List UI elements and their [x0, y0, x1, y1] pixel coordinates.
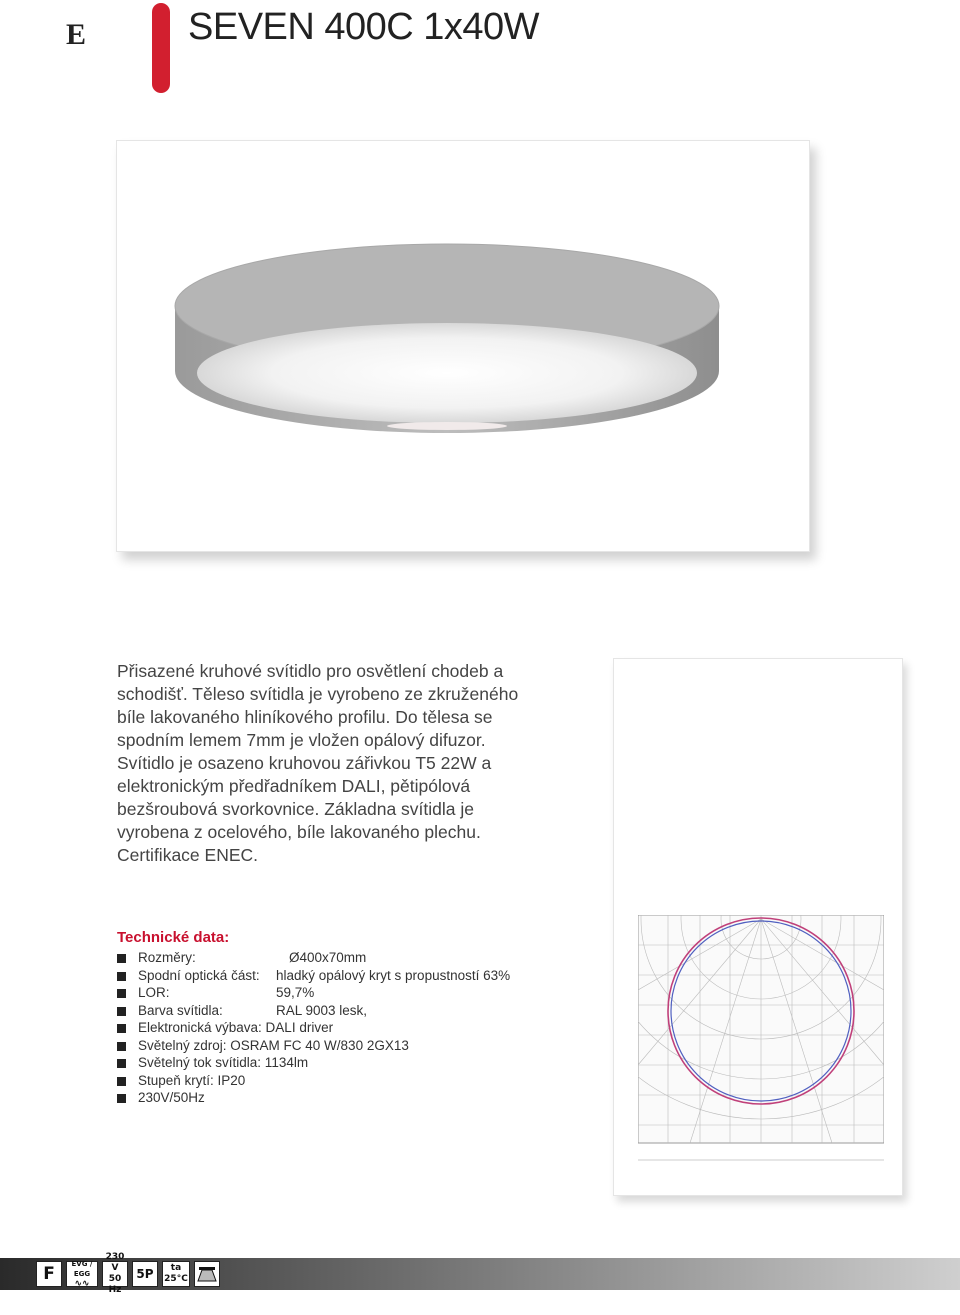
spec-value: Ø400x70mm: [289, 950, 367, 965]
spec-row-light-source: [117, 1038, 597, 1056]
spec-label: Světelný tok svítidla: 1134lm: [138, 1055, 309, 1070]
spec-value: hladký opálový kryt s propustností 63%: [276, 967, 511, 983]
bullet-icon: [117, 989, 126, 998]
bullet-icon: [117, 1007, 126, 1016]
spec-label: 230V/50Hz: [138, 1090, 205, 1105]
five-pole-icon: 5P: [132, 1261, 158, 1287]
spec-value: 59,7%: [276, 985, 315, 1000]
f-mark-icon: F: [36, 1261, 62, 1287]
bullet-icon: [117, 1077, 126, 1086]
light-distribution-panel: [613, 658, 903, 1196]
spec-row-optic: [117, 968, 597, 986]
bullet-icon: [117, 1024, 126, 1033]
polar-light-distribution-diagram: [638, 915, 884, 1161]
product-photo: [116, 140, 810, 552]
bullet-icon: [117, 1059, 126, 1068]
spec-row-luminous-flux: [117, 1055, 597, 1073]
accent-bar: [152, 3, 170, 93]
page-title: SEVEN 400C 1x40W: [188, 6, 540, 48]
spec-row-dimensions: [117, 950, 597, 968]
section-letter: E: [66, 18, 87, 51]
spec-row-lor: [117, 985, 597, 1003]
spec-row-color: [117, 1003, 597, 1021]
ambient-temperature-icon: ta 25°C: [162, 1261, 190, 1287]
spec-label: Spodní optická část:: [138, 967, 260, 983]
product-description: Přisazené kruhové svítidlo pro osvětlení chodeb a schodišť. Těleso svítidla je vyrobeno ze zkruženého bíle lakovaného hliníkového profilu. Do tělesa se spodním lemem 7mm je vložen opálový difuzor. Svítidlo je osazeno kruhovou zářivkou T5 22W a elektronickým předřadníkem DALI, pětipólová bezšroubová svorkovnice. Základna svítidla je vyrobena z ocelového, bíle lakovaného plechu. Certifikace ENEC.: [117, 661, 519, 865]
spec-row-electronics: [117, 1020, 597, 1038]
spec-label: Rozměry:: [138, 950, 196, 965]
bullet-icon: [117, 972, 126, 981]
bullet-icon: [117, 954, 126, 963]
technical-data-heading: Technické data:: [117, 929, 230, 946]
spec-value: RAL 9003 lesk,: [276, 1002, 368, 1018]
spec-label: Elektronická výbava: DALI driver: [138, 1020, 334, 1035]
bullet-icon: [117, 1094, 126, 1103]
technical-data: [117, 929, 597, 1108]
spec-label: Stupeň krytí: IP20: [138, 1072, 246, 1088]
bullet-icon: [117, 1042, 126, 1051]
spec-label: Světelný zdroj: OSRAM FC 40 W/830 2GX13: [138, 1037, 409, 1053]
mounting-icon: [194, 1261, 220, 1287]
evg-ballast-icon: EVG / EGG ∿∿: [66, 1261, 98, 1287]
spec-label: LOR:: [138, 985, 170, 1000]
voltage-frequency-icon: 230 V 50 Hz: [102, 1261, 128, 1287]
spec-label: Barva svítidla:: [138, 1002, 223, 1018]
spec-row-voltage: [117, 1090, 597, 1108]
spec-row-ip: [117, 1073, 597, 1091]
luminaire-illustration: [117, 141, 809, 551]
